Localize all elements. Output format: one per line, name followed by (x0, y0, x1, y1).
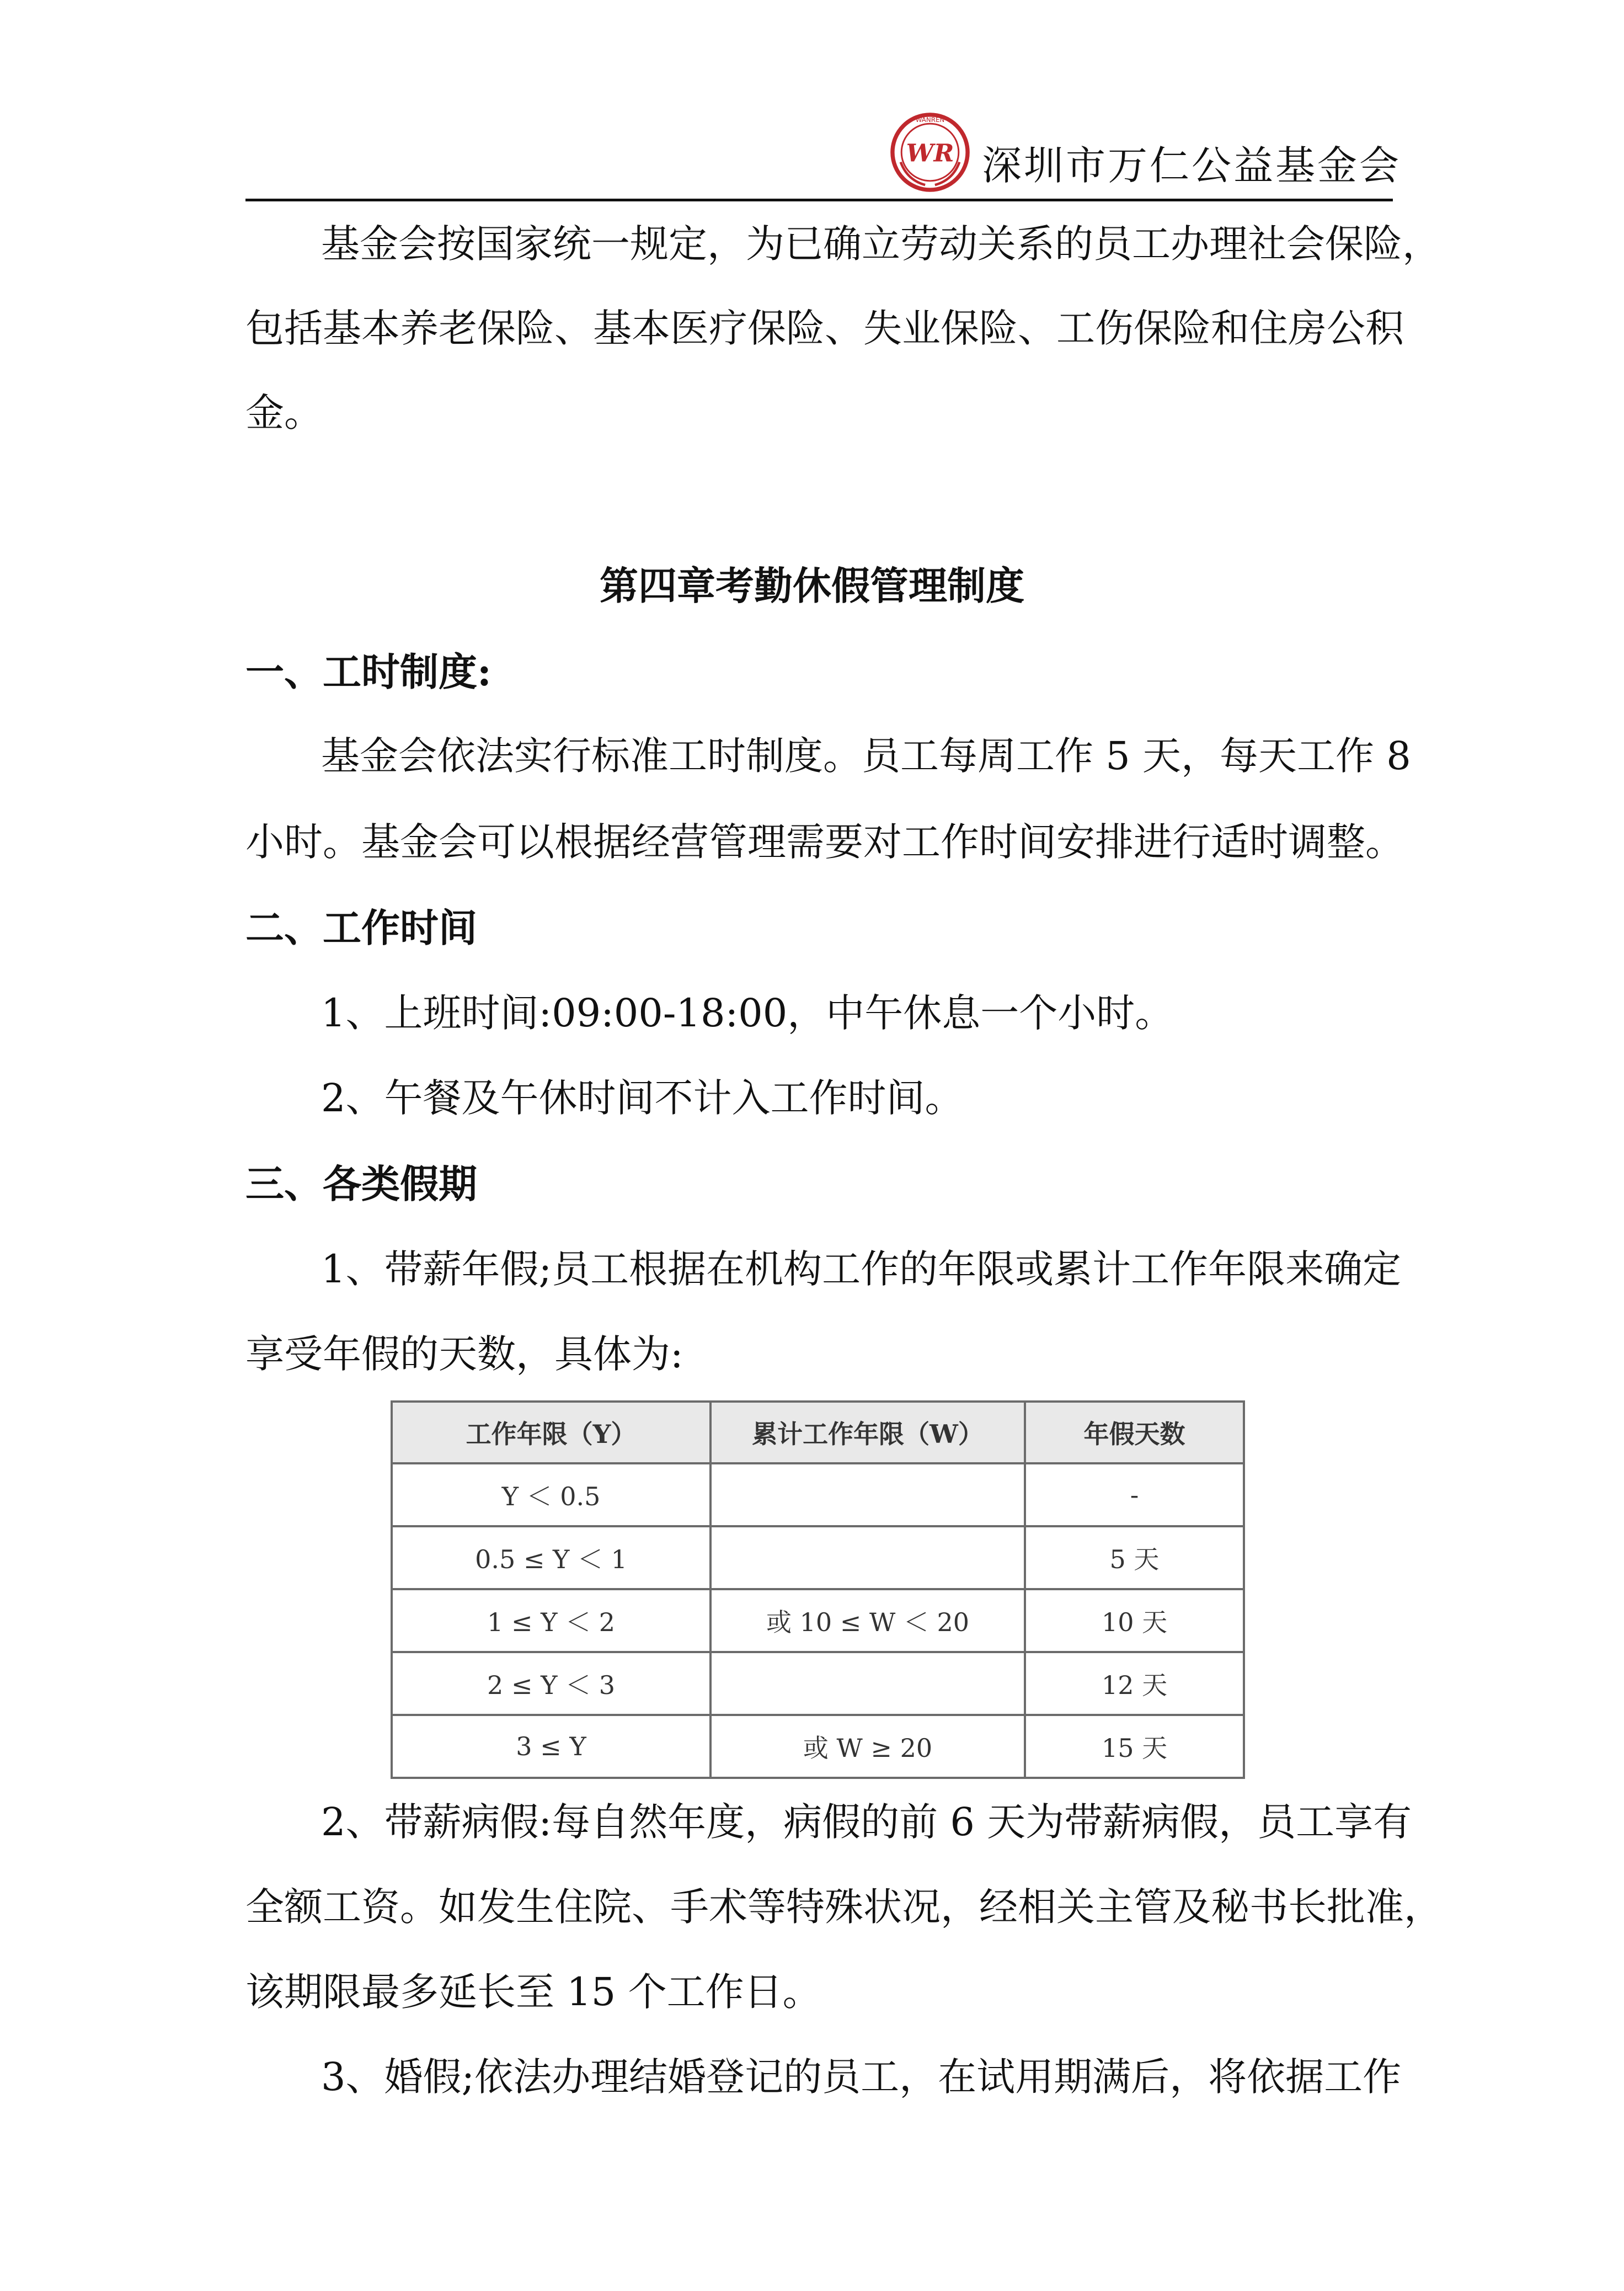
foundation-logo (889, 111, 971, 193)
annual-leave-table (391, 1400, 1245, 1779)
table-cell-cumulative (710, 1652, 1025, 1715)
table-cell-cumulative (710, 1526, 1025, 1589)
table-row (392, 1715, 1244, 1778)
work-hours-line-2: 小时。基金会可以根据经营管理需要对工作时间安排进行适时调整。 (245, 819, 1404, 865)
intro-line-1: 基金会按国家统一规定，为已确立劳动关系的员工办理社会保险， (321, 221, 1441, 267)
sick-leave-line-1: 2、带薪病假:每自然年度，病假的前 6 天为带薪病假，员工享有 (321, 1799, 1412, 1845)
table-cell-years: 0.5 ≤ Y ＜ 1 (392, 1526, 710, 1589)
sick-leave-line-3: 该期限最多延长至 15 个工作日。 (245, 1969, 821, 2015)
table-cell-days: - (1025, 1463, 1244, 1526)
table-cell-years: 1 ≤ Y ＜ 2 (392, 1589, 710, 1652)
section-heading-work-time: 二、工作时间 (245, 905, 477, 951)
table-header-cell: 工作年限（Y） (392, 1402, 710, 1463)
table-cell-days: 5 天 (1025, 1526, 1244, 1589)
table-header-cell: 年假天数 (1025, 1402, 1244, 1463)
table-cell-days: 15 天 (1025, 1715, 1244, 1778)
table-cell-days: 12 天 (1025, 1652, 1244, 1715)
table-header-row (392, 1402, 1244, 1463)
annual-leave-line-1: 1、带薪年假;员工根据在机构工作的年限或累计工作年限来确定 (321, 1246, 1402, 1292)
header-divider (245, 199, 1393, 201)
logo-ring-text: WANREN (915, 116, 945, 124)
work-time-item-1: 1、上班时间:09:00-18:00，中午休息一个小时。 (321, 990, 1174, 1036)
marriage-leave-line-1: 3、婚假;依法办理结婚登记的员工，在试用期满后，将依据工作 (321, 2054, 1402, 2100)
table-row (392, 1526, 1244, 1589)
table-cell-cumulative: 或 10 ≤ W ＜ 20 (710, 1589, 1025, 1652)
chapter-title: 第四章考勤休假管理制度 (600, 563, 1024, 609)
work-hours-line-1: 基金会依法实行标准工时制度。员工每周工作 5 天，每天工作 8 (321, 733, 1411, 779)
intro-line-2: 包括基本养老保险、基本医疗保险、失业保险、工伤保险和住房公积 (245, 306, 1404, 351)
table-row (392, 1463, 1244, 1526)
work-time-item-2: 2、午餐及午休时间不计入工作时间。 (321, 1075, 964, 1121)
table-cell-cumulative: 或 W ≥ 20 (710, 1715, 1025, 1778)
intro-line-3: 金。 (245, 390, 323, 435)
table-row (392, 1652, 1244, 1715)
table-cell-years: 2 ≤ Y ＜ 3 (392, 1652, 710, 1715)
logo-monogram: WR (906, 138, 954, 168)
sick-leave-line-2: 全额工资。如发生住院、手术等特殊状况，经相关主管及秘书长批准， (245, 1884, 1443, 1930)
table-row (392, 1589, 1244, 1652)
table-cell-days: 10 天 (1025, 1589, 1244, 1652)
table-cell-years: Y ＜ 0.5 (392, 1463, 710, 1526)
table-cell-cumulative (710, 1463, 1025, 1526)
table-header-cell: 累计工作年限（W） (710, 1402, 1025, 1463)
section-heading-leave: 三、各类假期 (245, 1161, 477, 1207)
section-heading-work-hours: 一、工时制度: (245, 649, 492, 695)
annual-leave-line-2: 享受年假的天数，具体为: (245, 1331, 683, 1377)
table-cell-years: 3 ≤ Y (392, 1715, 710, 1778)
org-name: 深圳市万仁公益基金会 (982, 142, 1402, 189)
